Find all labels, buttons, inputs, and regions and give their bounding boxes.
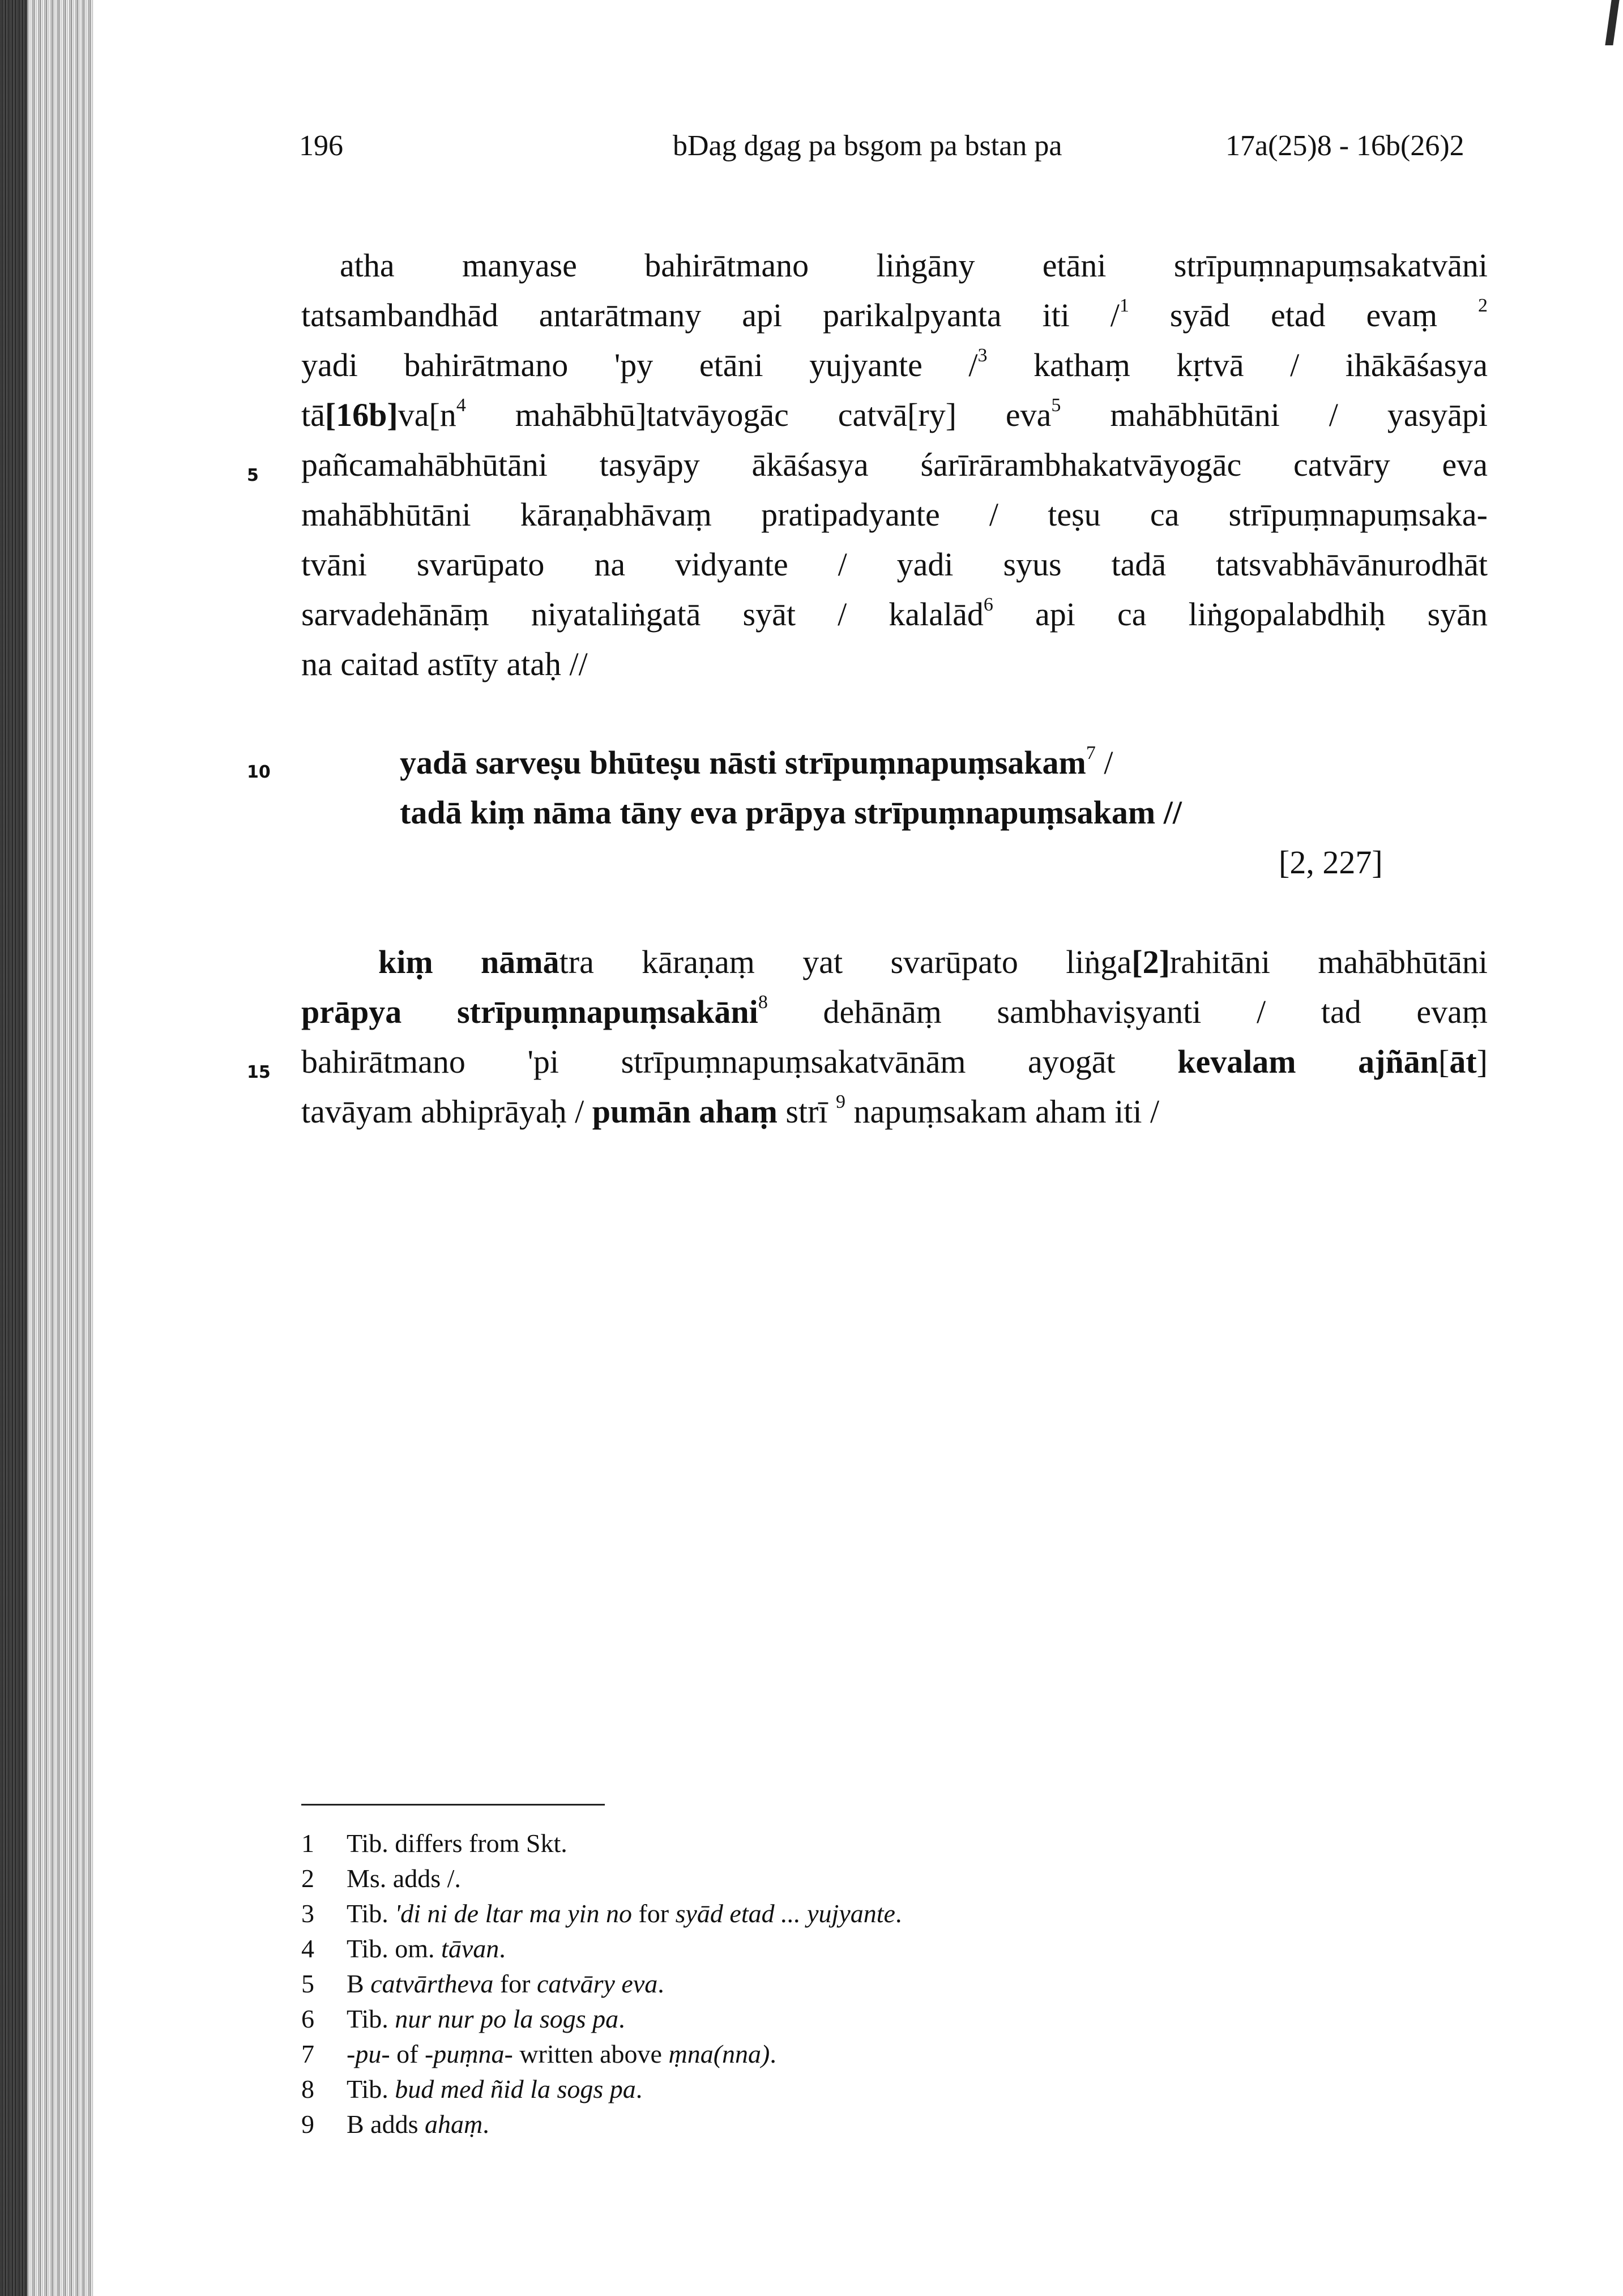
- text-line: bahirātmano 'pi strīpuṃnapuṃsakatvānām ayogāt kevalam ajñān[āt]: [301, 1043, 1488, 1080]
- footnote-6: 6 Tib. nur nur po la sogs pa.: [301, 2004, 625, 2033]
- footnote-7: 7 -pu- of -puṃna- written above ṃna(nna).: [301, 2039, 776, 2068]
- line-number-10: 10: [247, 762, 271, 782]
- text-line: atha manyase bahirātmano liṅgāny etāni strīpuṃnapuṃsakatvāni: [340, 247, 1488, 284]
- text-line: na caitad astīty ataḥ //: [301, 646, 588, 682]
- text-line: mahābhūtāni kāraṇabhāvaṃ pratipadyante / teṣu ca strīpuṃnapuṃsaka-: [301, 496, 1488, 533]
- footnote-4: 4 Tib. om. tāvan.: [301, 1934, 506, 1963]
- text-line: yadi bahirātmano 'py etāni yujyante /$^3$ kathaṃ kṛtvā / ihākāśasya: [301, 345, 1488, 383]
- scan-corner-mark: [1605, 0, 1619, 45]
- text-line: tvāni svarūpato na vidyante / yadi syus tadā tatsvabhāvānurodhāt: [301, 546, 1488, 583]
- verse-reference: [2, 227]: [1279, 844, 1383, 881]
- text-line: tatsambandhād antarātmany api parikalpyanta iti /$^1$ syād etad evaṃ $^2$: [301, 295, 1488, 334]
- footnote-9: 9 B adds ahaṃ.: [301, 2110, 489, 2139]
- folio-range: 17a(25)8 - 16b(26)2: [1225, 130, 1464, 162]
- text-line: kiṃ nāmātra kāraṇaṃ yat svarūpato liṅga[2]rahitāni mahābhūtāni: [378, 944, 1488, 980]
- text-line: tavāyam abhiprāyaḥ / pumān ahaṃ strī $^9$ napuṃsakam aham iti /: [301, 1091, 1160, 1130]
- footnote-ref: 6: [983, 594, 993, 615]
- verse-line-2: tadā kiṃ nāma tāny eva prāpya strīpuṃnapuṃsakam //: [400, 794, 1182, 831]
- footnote-ref: 8: [758, 992, 768, 1013]
- running-title: bDag dgag pa bsgom pa bstan pa: [673, 130, 1062, 162]
- footnote-1: 1 Tib. differs from Skt.: [301, 1829, 567, 1858]
- footnote-ref: 1: [1119, 295, 1129, 316]
- footnote-5: 5 B catvārtheva for catvāry eva.: [301, 1969, 664, 1998]
- footnote-ref: 7: [1086, 742, 1096, 763]
- verse-line-1: yadā sarveṣu bhūteṣu nāsti strīpuṃnapuṃsakam$^7$ /: [400, 742, 1113, 781]
- text-line: $tā[16b]va[n^4$ mahābhū]tatvāyogāc catvā[ry] eva$^5$ mahābhūtāni / yasyāpi: [301, 395, 1488, 433]
- binding-shadow: [0, 0, 27, 2296]
- footnote-8: 8 Tib. bud med ñid la sogs pa.: [301, 2075, 643, 2103]
- text-line: pañcamahābhūtāni tasyāpy ākāśasya śarīrārambhakatvāyogāc catvāry eva: [301, 446, 1488, 483]
- footnote-ref: 4: [456, 395, 466, 416]
- footnote-ref: 9: [836, 1091, 846, 1112]
- footnote-ref: 5: [1051, 395, 1061, 416]
- text-line: sarvadehānāṃ niyataliṅgatā syāt / kalalād$^6$ api ca liṅgopalabdhiḥ syān: [301, 594, 1488, 633]
- page-number: 196: [299, 130, 343, 162]
- footnote-3: 3 Tib. 'di ni de ltar ma yin no for syād etad ... yujyante.: [301, 1899, 902, 1928]
- footnote-ref: 3: [977, 345, 988, 366]
- line-number-5: 5: [247, 466, 259, 485]
- footnote-2: 2 Ms. adds /.: [301, 1864, 461, 1893]
- footnote-ref: 2: [1478, 295, 1488, 316]
- text-line: prāpya strīpuṃnapuṃsakāni$^8$ dehānāṃ sambhaviṣyanti / tad evaṃ: [301, 992, 1488, 1030]
- footnote-separator: [301, 1804, 605, 1806]
- line-number-15: 15: [247, 1062, 271, 1082]
